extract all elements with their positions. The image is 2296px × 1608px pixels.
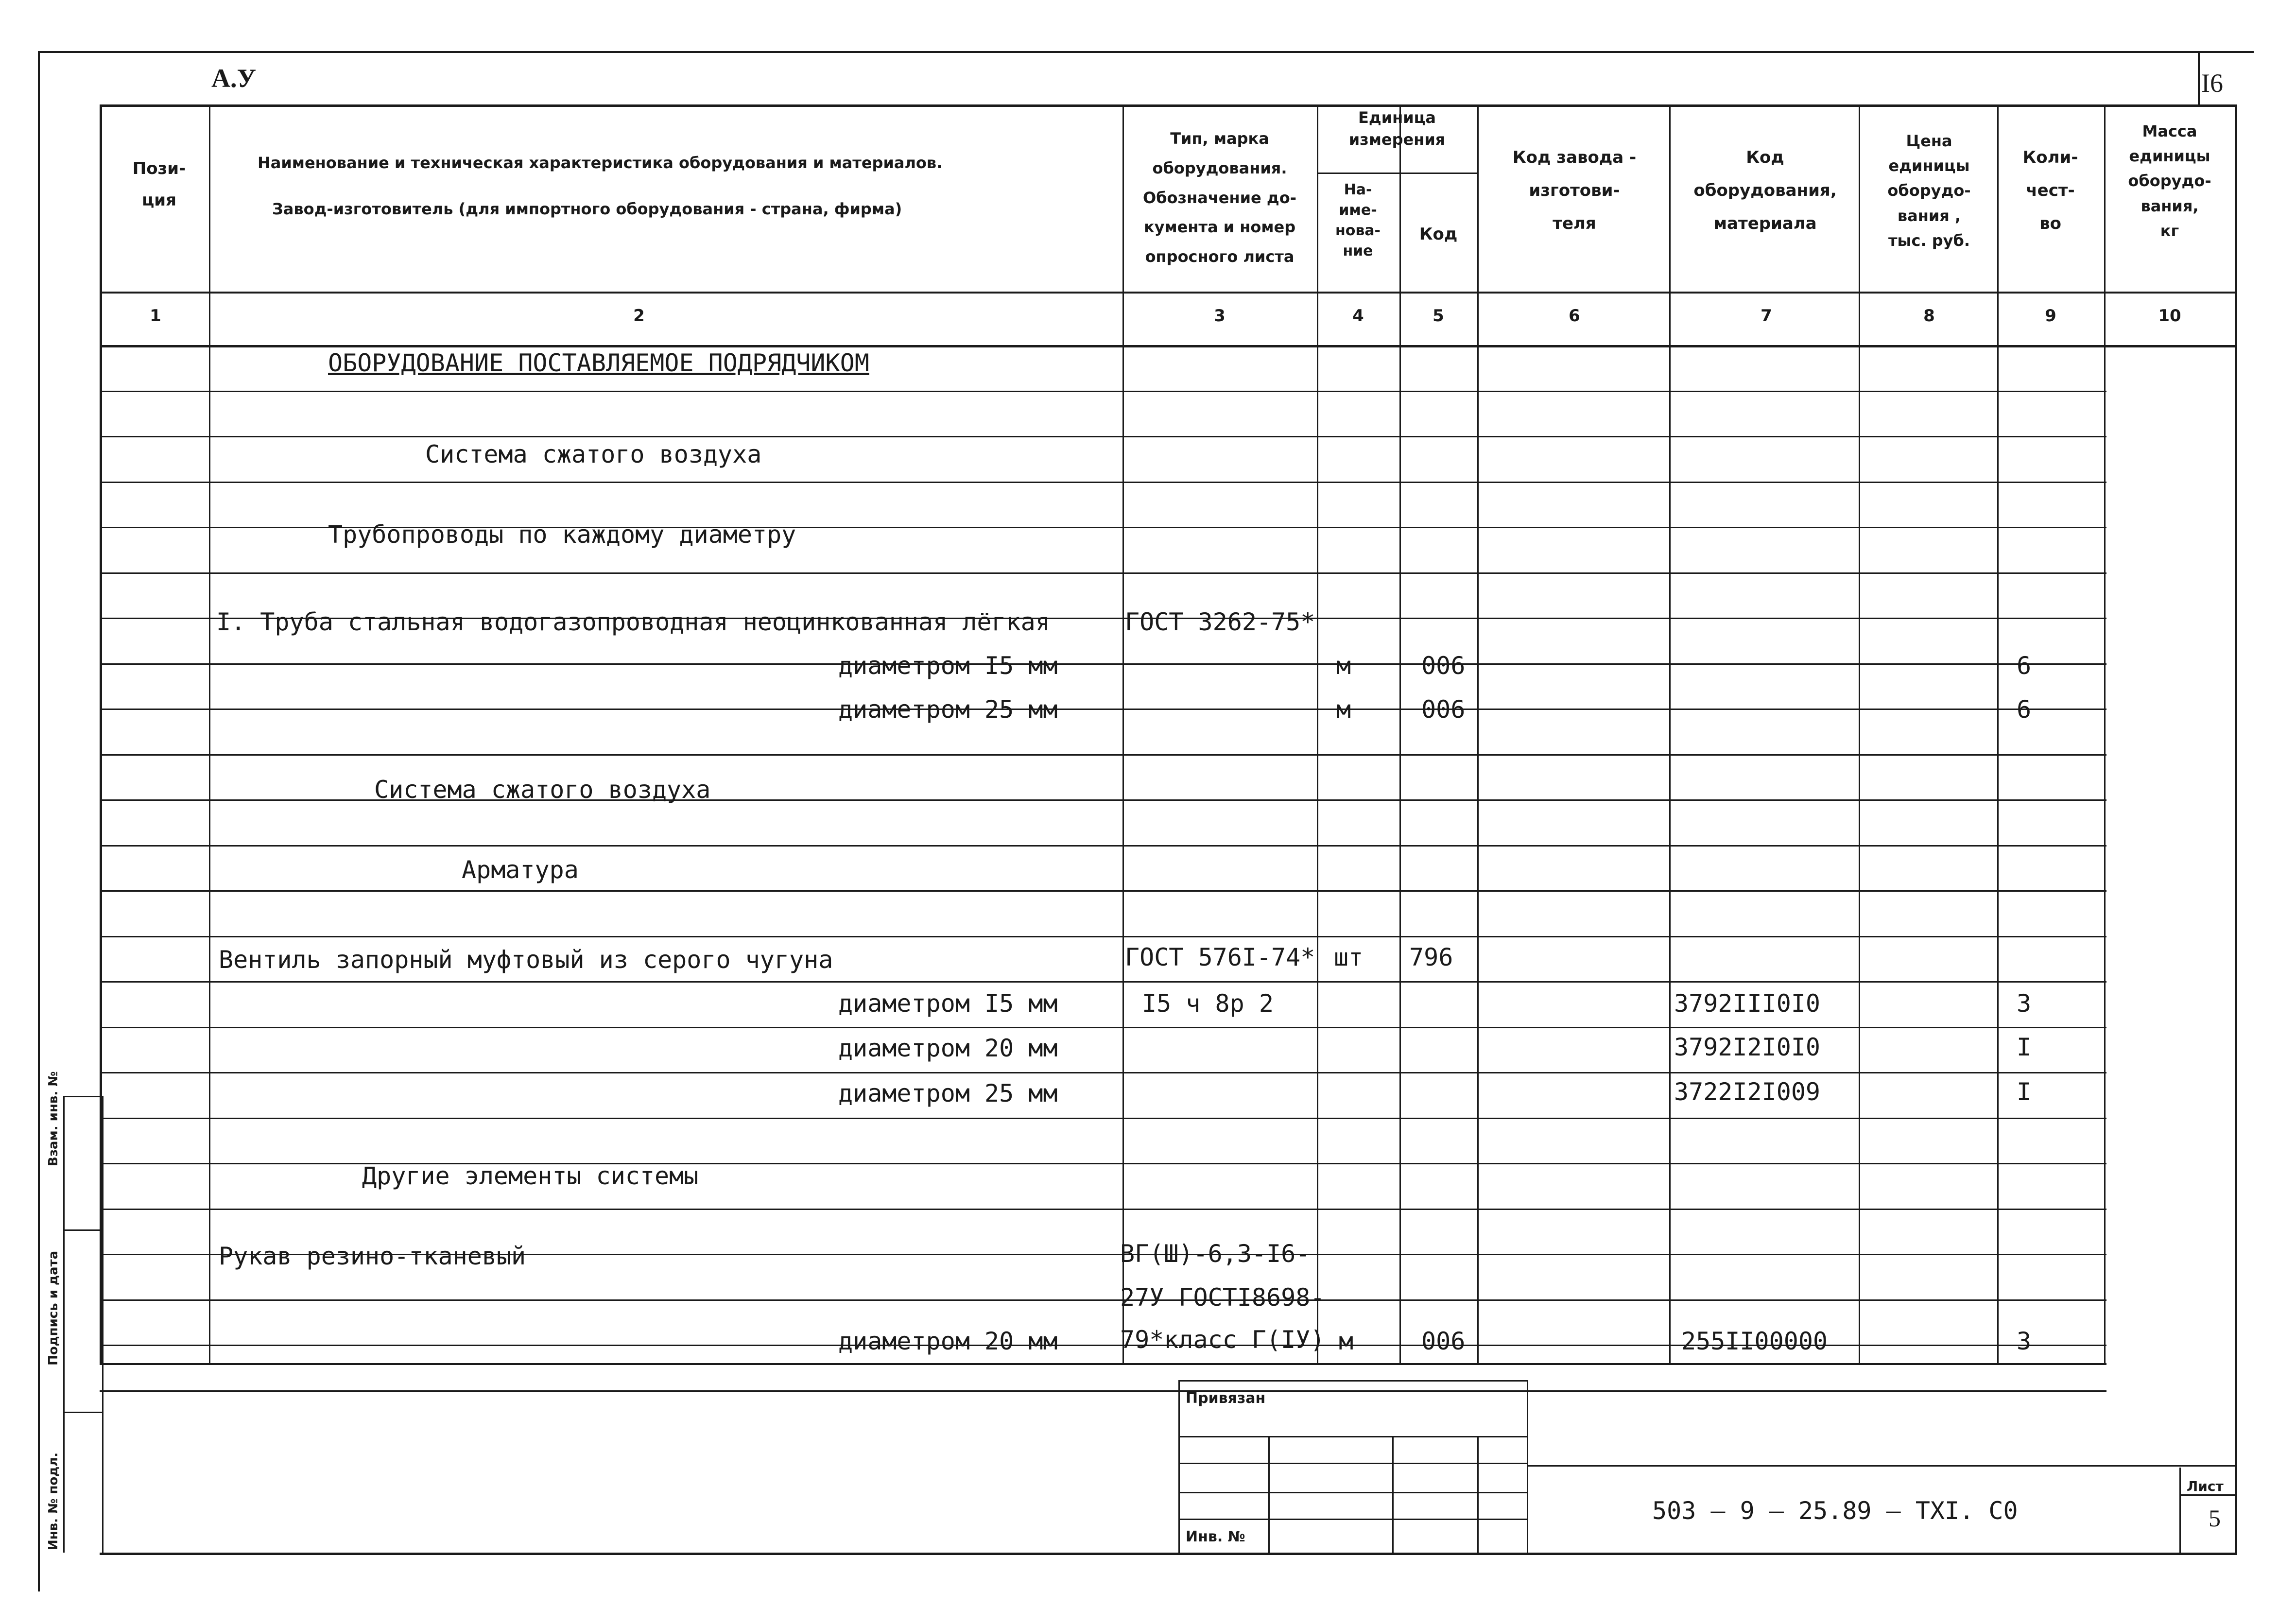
item-pipe-standard: ГОСТ 3262-75*: [1125, 608, 1315, 636]
hose-diameter-20: диаметром 20 мм: [838, 1327, 1058, 1355]
column-line: [1997, 104, 1999, 1363]
hose-eqcode: 255II00000: [1681, 1327, 1828, 1355]
frame-tick: [2198, 51, 2200, 104]
hose-code: 006: [1421, 1327, 1466, 1355]
row-line: [100, 936, 2106, 937]
stamp-line: [1178, 1519, 1528, 1520]
column-line: [1317, 104, 1318, 1363]
item-valve-name: Вентиль запорный муфтовый из серого чугуна: [219, 946, 833, 974]
table-top-border: [100, 104, 2235, 107]
pipe-15-code: 006: [1421, 652, 1466, 680]
stamp-line: [1392, 1436, 1394, 1555]
stamp-line: [1477, 1436, 1479, 1555]
side-strip-line: [102, 1096, 104, 1553]
side-label-original-inv: Инв. № подл.: [46, 1452, 61, 1550]
pipe-diameter-15: диаметром I5 мм: [838, 652, 1058, 680]
row-line: [100, 1390, 2106, 1392]
colnum-6: 6: [1569, 306, 1580, 326]
colnum-4: 4: [1352, 306, 1364, 326]
document-code: 503 – 9 – 25.89 – ТХI. С0: [1652, 1497, 2018, 1525]
frame-left: [38, 51, 40, 1591]
valve-15-eqcode: 3792III0I0: [1674, 989, 1821, 1018]
stamp-line: [1178, 1436, 1528, 1437]
valve-15-qty: 3: [2017, 989, 2032, 1018]
colnum-5: 5: [1433, 306, 1444, 326]
side-label-signature-date: Подпись и дата: [46, 1250, 61, 1366]
stamp-line: [2179, 1494, 2235, 1496]
hose-qty: 3: [2017, 1327, 2032, 1355]
row-line: [100, 663, 2106, 665]
item-hose-name: Рукав резино-тканевый: [219, 1242, 526, 1270]
pipe-15-unit: м: [1336, 652, 1351, 680]
row-line: [100, 1209, 2106, 1210]
header-quantity: Коли- чест- во: [2022, 148, 2078, 233]
header-unit: Единица измерения: [1348, 108, 1446, 149]
side-strip-line: [63, 1096, 65, 1553]
item-valve-standard: ГОСТ 576I-74*: [1125, 943, 1315, 971]
side-strip-line: [63, 1096, 102, 1097]
valve-15-type: I5 ч 8р 2: [1142, 989, 1274, 1018]
colnum-3: 3: [1214, 306, 1226, 326]
header-maker-code: Код завода - изготови- теля: [1512, 148, 1637, 233]
row-line: [100, 1299, 2106, 1301]
column-line: [1669, 104, 1671, 1363]
frame-bottom: [100, 1553, 2237, 1555]
row-line: [100, 890, 2106, 892]
header-price: Цена единицы оборудо- вания , тыс. руб.: [1887, 132, 1971, 250]
pipe-25-unit: м: [1336, 695, 1351, 724]
page-number: I6: [2201, 69, 2223, 98]
stamp-line: [1178, 1463, 1528, 1464]
header-bottom-border: [100, 292, 2235, 294]
stamp-sheet-label: Лист: [2187, 1478, 2224, 1494]
side-strip-line: [63, 1229, 102, 1231]
row-line: [100, 1072, 2106, 1073]
stamp-line: [1268, 1436, 1270, 1555]
item-hose-type-2: 27У ГОСТI8698-: [1120, 1283, 1325, 1312]
pipe-15-qty: 6: [2017, 652, 2032, 680]
colnum-1: 1: [150, 306, 161, 326]
subsection-compressed-air-2: Система сжатого воздуха: [374, 776, 711, 804]
colnum-9: 9: [2045, 306, 2056, 326]
side-strip-line: [63, 1412, 102, 1413]
column-line: [1477, 104, 1479, 1363]
item-valve-code: 796: [1409, 943, 1453, 971]
header-name-line1: Наименование и техническая характеристика оборудования и материалов.: [258, 154, 943, 172]
row-line: [100, 391, 2106, 392]
colnum-7: 7: [1761, 306, 1772, 326]
stamp-line: [1528, 1465, 2235, 1467]
header-equipment-code: Код оборудования, материала: [1693, 148, 1837, 233]
item-hose-type-1: ВГ(Ш)-6,3-I6-: [1120, 1240, 1311, 1268]
pipe-25-code: 006: [1421, 695, 1466, 724]
stamp-sheet-number: 5: [2209, 1504, 2221, 1532]
section-title: ОБОРУДОВАНИЕ ПОСТАВЛЯЕМОЕ ПОДРЯДЧИКОМ: [328, 349, 869, 377]
stamp-line: [2179, 1468, 2181, 1553]
colnum-2: 2: [633, 306, 645, 326]
stamp-line: [1178, 1380, 1528, 1382]
stamp-inv-label: Инв. №: [1186, 1528, 1245, 1545]
valve-25-eqcode: 3722I2I009: [1674, 1078, 1821, 1106]
valve-25-qty: I: [2017, 1078, 2032, 1106]
hose-unit: м: [1339, 1327, 1354, 1355]
row-line: [100, 845, 2106, 847]
row-line: [100, 1027, 2106, 1028]
subsection-compressed-air-1: Система сжатого воздуха: [425, 440, 762, 468]
header-position: Пози- ция: [132, 159, 186, 210]
header-unit-name: На- име- нова- ние: [1335, 181, 1381, 259]
item-valve-unit: шт: [1334, 943, 1364, 971]
row-line: [100, 436, 2106, 437]
row-line: [100, 572, 2106, 574]
valve-diameter-15: диаметром I5 мм: [838, 989, 1058, 1018]
colnum-10: 10: [2158, 306, 2181, 326]
column-line: [209, 104, 210, 1363]
header-type: Тип, марка оборудования. Обозначение до- кумента и номер опросного листа: [1143, 129, 1296, 266]
valve-20-eqcode: 3792I2I0I0: [1674, 1033, 1821, 1061]
side-label-replaced-inv: Взам. инв. №: [46, 1071, 61, 1166]
pipe-diameter-25: диаметром 25 мм: [838, 695, 1058, 724]
table-bottom-border: [100, 1363, 2106, 1365]
colnum-bottom-border: [100, 345, 2235, 347]
row-line: [100, 981, 2106, 983]
frame-top: [38, 51, 2254, 53]
stamp-line: [1178, 1380, 1180, 1555]
row-line: [100, 754, 2106, 756]
column-line: [1399, 104, 1401, 1363]
valve-diameter-25: диаметром 25 мм: [838, 1079, 1058, 1107]
item-hose-type-3: 79*класс Г(IУ): [1120, 1326, 1325, 1354]
stamp-line: [1527, 1380, 1528, 1555]
row-line: [100, 709, 2106, 710]
subsection-pipelines: Трубопроводы по каждому диаметру: [328, 520, 796, 549]
header-unit-code: Код: [1419, 225, 1458, 244]
pipe-25-qty: 6: [2017, 695, 2032, 724]
colnum-8: 8: [1923, 306, 1935, 326]
stamp-bound-label: Привязан: [1186, 1390, 1266, 1407]
column-line: [1122, 104, 1124, 1363]
frame-right: [2235, 104, 2237, 1555]
column-line: [1859, 104, 1860, 1363]
subsection-fittings: Арматура: [462, 856, 579, 884]
sheet-label: А.У: [211, 64, 257, 93]
valve-diameter-20: диаметром 20 мм: [838, 1034, 1058, 1062]
header-mass: Масса единицы оборудо- вания, кг: [2128, 122, 2211, 240]
item-pipe-name: I. Труба стальная водогазопроводная неоцинкованная лёгкая: [216, 608, 1050, 636]
header-name-line2: Завод-изготовитель (для импортного оборудования - страна, фирма): [272, 200, 902, 218]
valve-20-qty: I: [2017, 1033, 2032, 1061]
subsection-other-elements: Другие элементы системы: [362, 1162, 699, 1190]
row-line: [100, 482, 2106, 483]
row-line: [100, 1118, 2106, 1119]
unit-header-divider: [1317, 173, 1477, 174]
stamp-line: [1178, 1492, 1528, 1493]
